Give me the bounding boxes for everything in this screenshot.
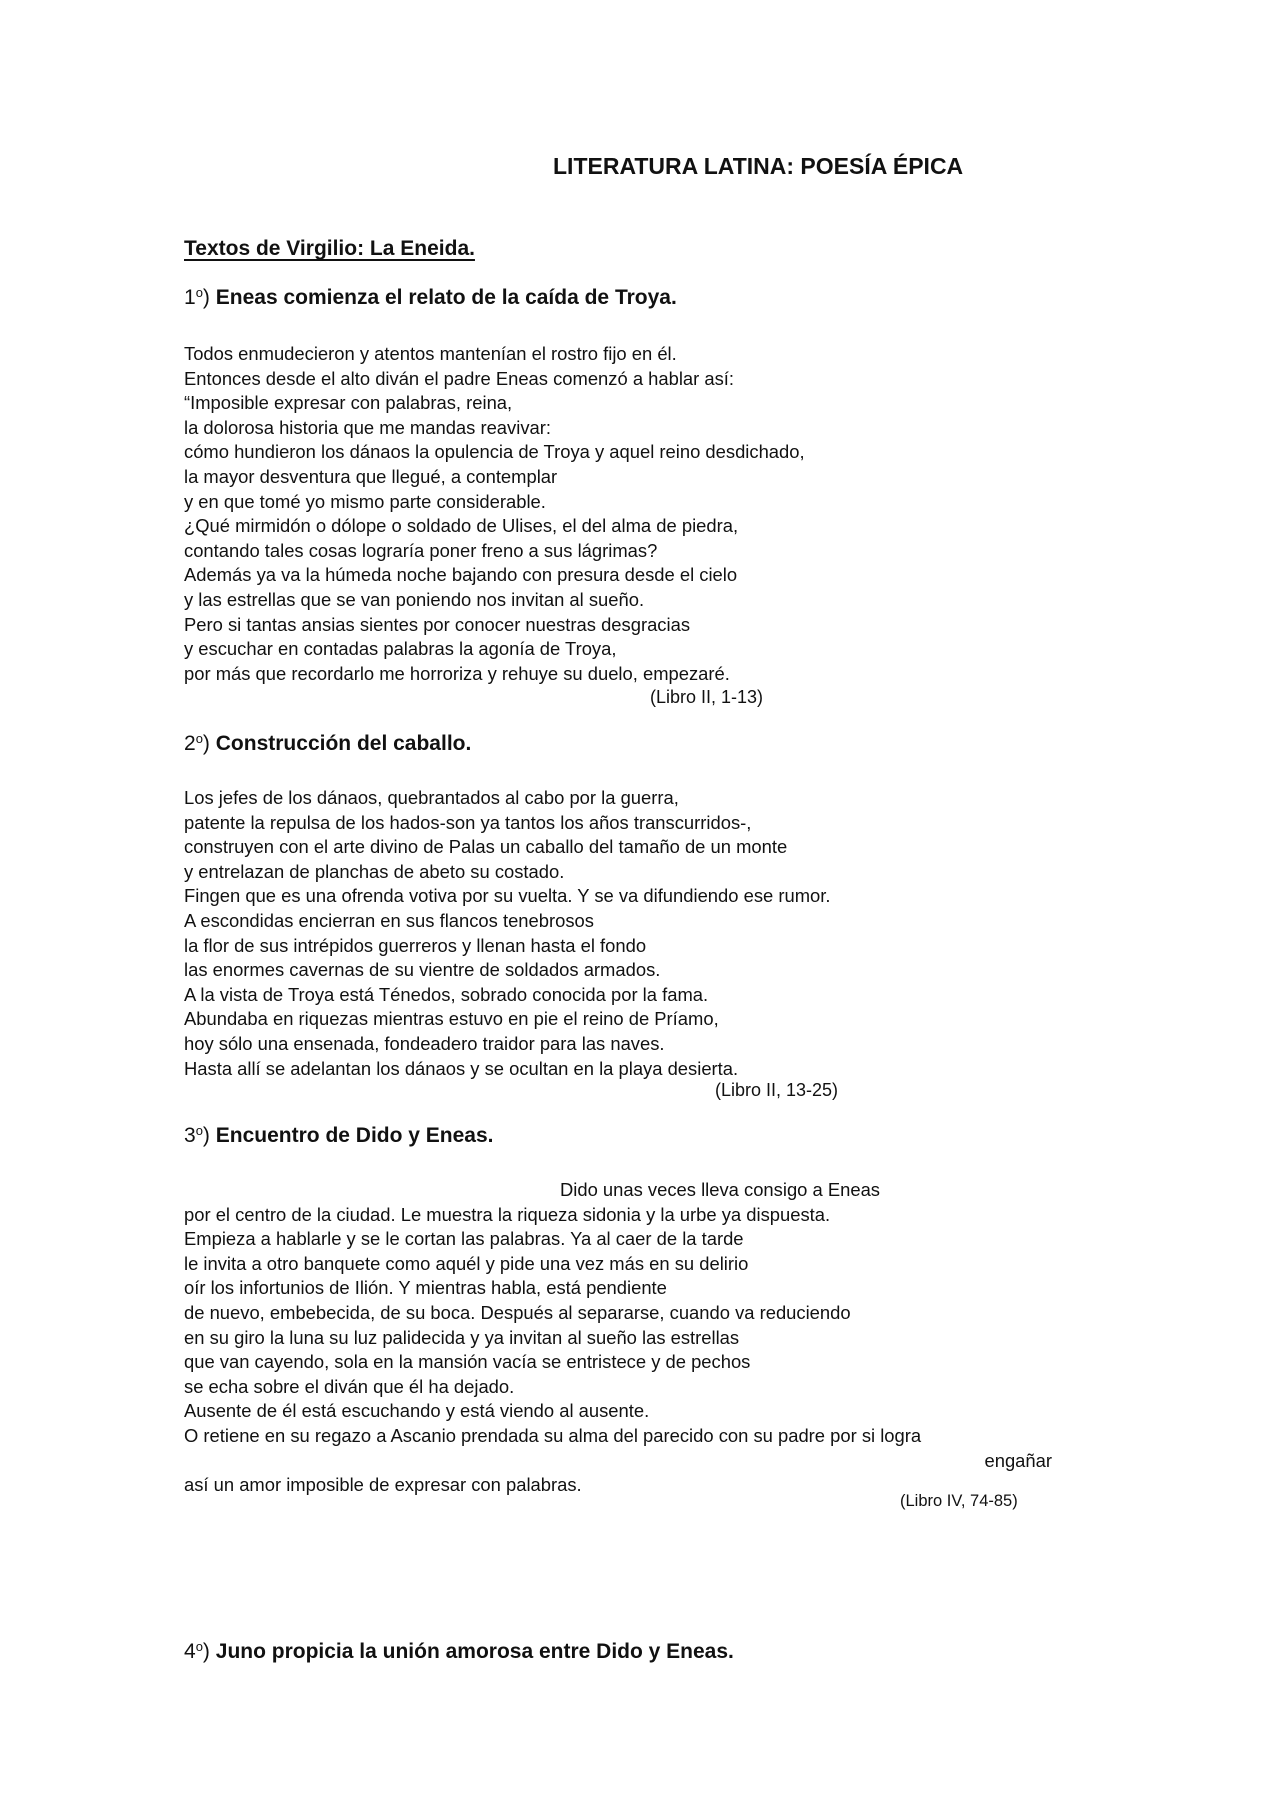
verse-line: A la vista de Troya está Ténedos, sobrado conocida por la fama. (184, 983, 709, 1005)
verse-line: le invita a otro banquete como aquél y pide una vez más en su delirio (184, 1252, 749, 1274)
verse-line: Ausente de él está escuchando y está viendo al ausente. (184, 1400, 650, 1422)
verse-line: engañar (984, 1449, 1052, 1471)
verse-line: Todos enmudecieron y atentos mantenían el rostro fijo en él. (184, 343, 677, 364)
section-3-verses (184, 1178, 1064, 1498)
verse-line: en su giro la luna su luz palidecida y ya invitan al sueño las estrellas (184, 1326, 740, 1348)
verse-line: Abundaba en riquezas mientras estuvo en pie el reino de Príamo, (184, 1008, 719, 1030)
verse-line: las enormes cavernas de su vientre de soldados armados. (184, 959, 661, 981)
verse-line: Dido unas veces lleva consigo a Eneas (560, 1179, 880, 1200)
verse-line: así un amor imposible de expresar con palabras. (184, 1474, 582, 1496)
verse-line: Los jefes de los dánaos, quebrantados al cabo por la guerra, (184, 787, 679, 808)
section-title: Juno propicia la unión amorosa entre Dido y Eneas. (215, 1640, 734, 1663)
section-1-verses (184, 342, 1064, 686)
verse-line: Empieza a hablarle y se le cortan las palabras. Ya al caer de la tarde (184, 1228, 744, 1250)
verse-line: Fingen que es una ofrenda votiva por su vuelta. Y se va difundiendo ese rumor. (184, 885, 831, 907)
verse-line: Pero si tantas ansias sientes por conocer nuestras desgracias (184, 613, 691, 635)
verse-line: Hasta allí se adelantan los dánaos y se ocultan en la playa desierta. (184, 1057, 739, 1079)
verse-line: cómo hundieron los dánaos la opulencia de Troya y aquel reino desdichado, (184, 441, 805, 463)
verse-line: la flor de sus intrépidos guerreros y llenan hasta el fondo (184, 934, 647, 956)
section-1-heading (184, 286, 677, 310)
verse-line: la dolorosa historia que me mandas reavivar: (184, 416, 551, 438)
section-1-reference: (Libro II, 1-13) (650, 687, 764, 707)
verse-line: y entrelazan de planchas de abeto su costado. (184, 860, 565, 882)
section-2-verses (184, 786, 1064, 1081)
verse-line: Además ya va la húmeda noche bajando con presura desde el cielo (184, 564, 738, 586)
verse-line: por el centro de la ciudad. Le muestra la riqueza sidonia y la urbe ya dispuesta. (184, 1203, 831, 1225)
section-2-heading (184, 732, 471, 756)
section-title: Eneas comienza el relato de la caída de Troya. (215, 286, 677, 309)
verse-line: A escondidas encierran en sus flancos tenebrosos (184, 909, 594, 931)
section-number: 3$^o$) (184, 1123, 210, 1147)
section-number: 4$^o$) (184, 1639, 210, 1663)
verse-line: Entonces desde el alto diván el padre Eneas comenzó a hablar así: (184, 367, 735, 389)
verse-line: se echa sobre el diván que él ha dejado. (184, 1375, 515, 1397)
verse-line: por más que recordarlo me horroriza y rehuye su duelo, empezaré. (184, 662, 730, 684)
section-2-reference: (Libro II, 13-25) (715, 1080, 839, 1100)
verse-line: ¿Qué mirmidón o dólope o soldado de Ulises, el del alma de piedra, (184, 515, 739, 537)
verse-line: y las estrellas que se van poniendo nos invitan al sueño. (184, 588, 645, 610)
section-title: Encuentro de Dido y Eneas. (215, 1124, 494, 1147)
section-3-reference: (Libro IV, 74-85) (900, 1492, 1018, 1510)
section-3-heading (184, 1124, 494, 1148)
document-subtitle: Textos de Virgilio: La Eneida. (184, 237, 475, 260)
verse-line: contando tales cosas lograría poner freno a sus lágrimas? (184, 539, 658, 561)
verse-line: que van cayendo, sola en la mansión vacía se entristece y de pechos (184, 1351, 751, 1373)
verse-line: hoy sólo una ensenada, fondeadero traidor para las naves. (184, 1032, 665, 1054)
section-number: 1$^o$) (184, 285, 210, 309)
document-title: LITERATURA LATINA: POESÍA ÉPICA (553, 153, 964, 179)
section-number: 2$^o$) (184, 731, 210, 755)
verse-line: la mayor desventura que llegué, a contemplar (184, 465, 558, 487)
verse-line: y escuchar en contadas palabras la agonía de Troya, (184, 638, 617, 660)
section-title: Construcción del caballo. (215, 732, 472, 755)
verse-line: y en que tomé yo mismo parte considerable. (184, 490, 546, 512)
verse-line: oír los infortunios de Ilión. Y mientras habla, está pendiente (184, 1277, 667, 1299)
section-4-heading (184, 1640, 734, 1664)
verse-line: “Imposible expresar con palabras, reina, (184, 392, 513, 414)
verse-line: construyen con el arte divino de Palas un caballo del tamaño de un monte (184, 836, 788, 858)
verse-line: patente la repulsa de los hados-son ya tantos los años transcurridos-, (184, 811, 752, 833)
verse-line: O retiene en su regazo a Ascanio prendada su alma del parecido con su padre por si logra (184, 1424, 922, 1446)
verse-line: de nuevo, embebecida, de su boca. Después al separarse, cuando va reduciendo (184, 1301, 851, 1323)
